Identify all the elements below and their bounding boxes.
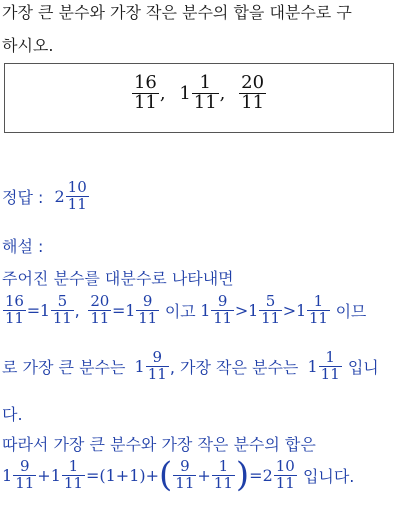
solution-intro: 주어진 분수를 대분수로 나타내면 bbox=[2, 269, 234, 288]
denominator: 11 bbox=[175, 473, 195, 492]
fraction bbox=[3, 294, 26, 327]
fraction bbox=[13, 456, 36, 492]
answer-whole: 2 bbox=[54, 186, 65, 206]
mixed-whole: 1 bbox=[248, 300, 259, 320]
numerator: 1 bbox=[192, 74, 219, 94]
numerator: 5 bbox=[51, 294, 74, 311]
equals: = bbox=[85, 465, 100, 485]
fraction bbox=[274, 456, 297, 492]
denominator: 11 bbox=[193, 91, 217, 113]
numerator: 10 bbox=[275, 456, 295, 475]
text: 입니다. bbox=[302, 466, 355, 486]
numerator: 5 bbox=[259, 294, 282, 311]
fraction bbox=[259, 294, 282, 327]
denominator: 11 bbox=[133, 91, 157, 113]
fraction bbox=[88, 294, 111, 327]
text: , 가장 작은 분수는 bbox=[169, 357, 299, 377]
fraction bbox=[212, 456, 235, 492]
solution-row-4: 따라서 가장 큰 분수와 가장 작은 분수의 합은 bbox=[2, 435, 316, 454]
answer-line bbox=[2, 180, 90, 213]
numerator: 9 bbox=[146, 350, 169, 367]
equals: = bbox=[26, 300, 40, 320]
comma: , bbox=[74, 300, 80, 320]
mixed-whole: 1 bbox=[296, 300, 306, 320]
numerator: 20 bbox=[241, 72, 265, 93]
solution-row-1 bbox=[2, 294, 366, 327]
denominator: 11 bbox=[52, 308, 72, 327]
mixed-whole: 1 bbox=[134, 356, 145, 376]
numerator: 1 bbox=[212, 459, 235, 476]
fraction-16-11 bbox=[132, 74, 159, 113]
denominator: 11 bbox=[320, 364, 340, 383]
right-paren: ) bbox=[235, 455, 250, 495]
separator: , bbox=[219, 82, 226, 104]
greater-than: > bbox=[234, 300, 249, 320]
question-line-2: 하시오. bbox=[2, 36, 54, 55]
fraction bbox=[319, 350, 342, 383]
solution-label: 해설 : bbox=[2, 237, 44, 256]
numerator: 16 bbox=[133, 72, 157, 93]
answer-fraction bbox=[66, 180, 89, 213]
denominator: 11 bbox=[275, 473, 295, 492]
solution-row-3: 다. bbox=[2, 405, 23, 424]
fraction bbox=[211, 294, 234, 327]
greater-than: > bbox=[282, 300, 297, 320]
denominator: 11 bbox=[241, 91, 265, 113]
equals: = bbox=[249, 465, 263, 485]
separator: , bbox=[159, 82, 166, 104]
equals: = bbox=[112, 300, 126, 320]
mixed-whole: 1 bbox=[200, 300, 211, 320]
fraction bbox=[146, 350, 169, 383]
denominator: 11 bbox=[147, 364, 167, 383]
numerator: 9 bbox=[136, 294, 159, 311]
numerator: 1 bbox=[307, 294, 330, 311]
mixed-whole: 1 bbox=[125, 300, 136, 320]
text: 이고 bbox=[164, 301, 196, 321]
mixed-whole: 1 bbox=[39, 300, 50, 320]
numerator: 9 bbox=[211, 294, 234, 311]
denominator: 11 bbox=[213, 473, 233, 492]
fraction bbox=[51, 294, 74, 327]
solution-row-2 bbox=[2, 350, 379, 383]
numerator: 16 bbox=[5, 292, 24, 310]
fraction bbox=[307, 294, 330, 327]
left-paren: ( bbox=[159, 455, 173, 495]
denominator: 11 bbox=[15, 473, 35, 492]
numerator: 10 bbox=[67, 178, 87, 196]
numerator: 1 bbox=[319, 350, 342, 367]
denominator: 11 bbox=[309, 308, 328, 327]
answer-label: 정답 : bbox=[2, 187, 44, 207]
numerator: 1 bbox=[62, 459, 85, 476]
denominator: 11 bbox=[5, 308, 24, 327]
numerator: 9 bbox=[13, 459, 36, 476]
plus: + bbox=[37, 465, 51, 485]
problem-box bbox=[4, 63, 394, 133]
question-line-1: 가장 큰 분수와 가장 작은 분수의 합을 대분수로 구 bbox=[2, 3, 352, 22]
text: 입니 bbox=[347, 357, 379, 377]
denominator: 11 bbox=[90, 308, 110, 327]
numerator: 9 bbox=[173, 459, 196, 476]
denominator: 11 bbox=[138, 308, 157, 327]
fraction-1-11 bbox=[192, 74, 219, 113]
whole-sum: (1+1) bbox=[99, 465, 146, 485]
denominator: 11 bbox=[63, 473, 83, 492]
mixed-whole: 1 bbox=[307, 356, 318, 376]
mixed-whole: 1 bbox=[2, 465, 13, 485]
denominator: 11 bbox=[67, 194, 87, 213]
denominator: 11 bbox=[261, 308, 280, 327]
mixed-whole: 1 bbox=[179, 82, 191, 104]
fraction-list bbox=[5, 74, 393, 113]
fraction bbox=[62, 456, 85, 492]
mixed-whole: 2 bbox=[262, 465, 273, 485]
solution-row-5 bbox=[2, 455, 355, 495]
text: 로 가장 큰 분수는 bbox=[2, 357, 126, 377]
fraction-20-11 bbox=[239, 74, 266, 113]
fraction bbox=[136, 294, 159, 327]
text: 이므 bbox=[335, 301, 367, 321]
denominator: 11 bbox=[213, 308, 232, 327]
fraction bbox=[173, 456, 196, 492]
numerator: 20 bbox=[90, 292, 110, 310]
plus: + bbox=[145, 465, 160, 485]
mixed-whole: 1 bbox=[50, 465, 61, 485]
plus: + bbox=[197, 465, 211, 485]
